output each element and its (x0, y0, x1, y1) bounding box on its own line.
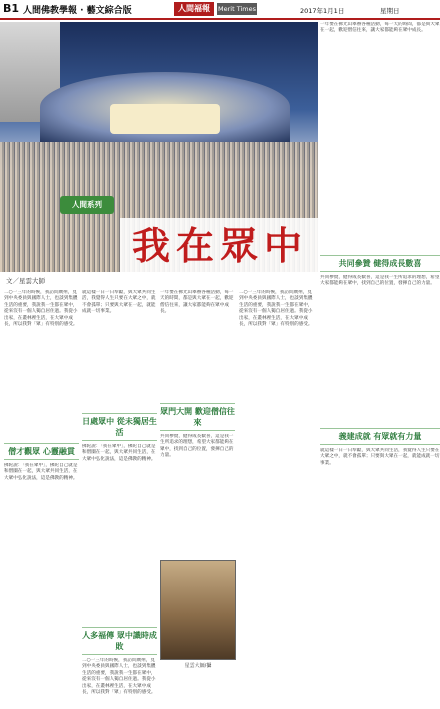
subhead-1: 日處眾中 從未獨居生活 (82, 413, 157, 441)
column-3 (160, 290, 235, 554)
hero-stage (110, 104, 220, 134)
subhead-4: 人多福傳 眾中識時成敗 (82, 627, 157, 655)
column-2 (82, 290, 157, 709)
right-text-2: 共同參贊，健得成長數喜，這是我一生所追求的理想，希望大家都能夠在眾中，找到自己的位置，發揮自己的力量。 (320, 275, 440, 287)
author-line: 文／星雲大師 (6, 277, 45, 285)
right-column (320, 22, 440, 707)
column-4 (239, 290, 314, 690)
subhead-3: 眾門大開 歡迎僧信往來 (160, 403, 235, 431)
right-text-3: 就這樣一日一日奉獻，與大眾共同生活，我覺得人生只要在大眾之中，就不會孤單；只要與大眾在一起，就能成就一切事業。 (320, 448, 440, 466)
section-title: 人間佛教學報 · 藝文綜合版 (23, 6, 132, 16)
col2-text-3: 二○一三年的時候，我訪問廣州，見到中央委員與國際人士，也談到集體生活的重要，我說我一生都在眾中，從來沒有一個人獨自居住過。我從小出家，在叢林裡生活，在大眾中成長，所以我對「眾」有特別的感受。 (82, 658, 156, 696)
subhead-2: 僧才觀眾 心靈融貫 (4, 443, 79, 460)
series-label: 人間系列 (60, 196, 114, 214)
subhead-6: 義建成就 有眾就有力量 (320, 428, 440, 445)
col4-text-1: 二○一三年的時候，我訪問廣州，見到中央委員與國際人士，也談到集體生活的重要，我說我一生都在眾中，從來沒有一個人獨自居住過。我從小出家，在叢林裡生活，在大眾中成長，所以我對「眾」有特別的感受。 (239, 290, 313, 328)
col2-text-2: 佛陀說：「我在眾中」，佛陀自己就是和僧團在一起，與大眾共同生活，在大眾中弘化說法，這是佛教的精神。 (82, 444, 156, 462)
col3-text-2: 共同參贊，健得成長數喜，這是我一生所追求的理想，希望大家都能夠在眾中，找到自己的位置，發揮自己的力量。 (160, 434, 234, 459)
page-code: B1 (3, 2, 20, 15)
issue-day: 星期日 (380, 7, 400, 15)
photo-caption: 星雲大師/攝 (184, 663, 212, 669)
col3-text-1: 一年要在佛光山舉辦各種活動，每一天的時間，都是與大眾在一起，歡迎僧信往來，讓大家都能夠在眾中成長。 (160, 290, 234, 315)
column-1 (4, 290, 79, 709)
col1-text-1: 二○一三年的時候，我訪問廣州，見到中央委員與國際人士，也談到集體生活的重要，我說我一生都在眾中，從來沒有一個人獨自居住過。我從小出家，在叢林裡生活，在大眾中成長，所以我對「眾」有特別的感受。 (4, 290, 78, 328)
col1-text-2: 佛陀說：「我在眾中」，佛陀自己就是和僧團在一起，與大眾共同生活，在大眾中弘化說法，這是佛教的精神。 (4, 463, 78, 481)
masthead (0, 0, 440, 20)
newspaper-logo: 人間福報 (174, 2, 214, 16)
temple-photo (160, 560, 236, 660)
newspaper-sub: Merit Times (218, 5, 256, 13)
right-text-1: 一年要在佛光山舉辦各種活動，每一天的時間，都是與大眾在一起，歡迎僧信往來，讓大家都能夠在眾中成長。 (320, 22, 440, 34)
subhead-5: 共同參贊 健得成長數喜 (320, 255, 440, 272)
col2-text-1: 就這樣一日一日奉獻，與大眾共同生活，我覺得人生只要在大眾之中，就不會孤單；只要與大眾在一起，就能成就一切事業。 (82, 290, 156, 315)
issue-date: 2017年1月1日 (300, 7, 345, 15)
hero-photo (0, 22, 318, 272)
article-title: 我在眾中 (120, 218, 318, 272)
